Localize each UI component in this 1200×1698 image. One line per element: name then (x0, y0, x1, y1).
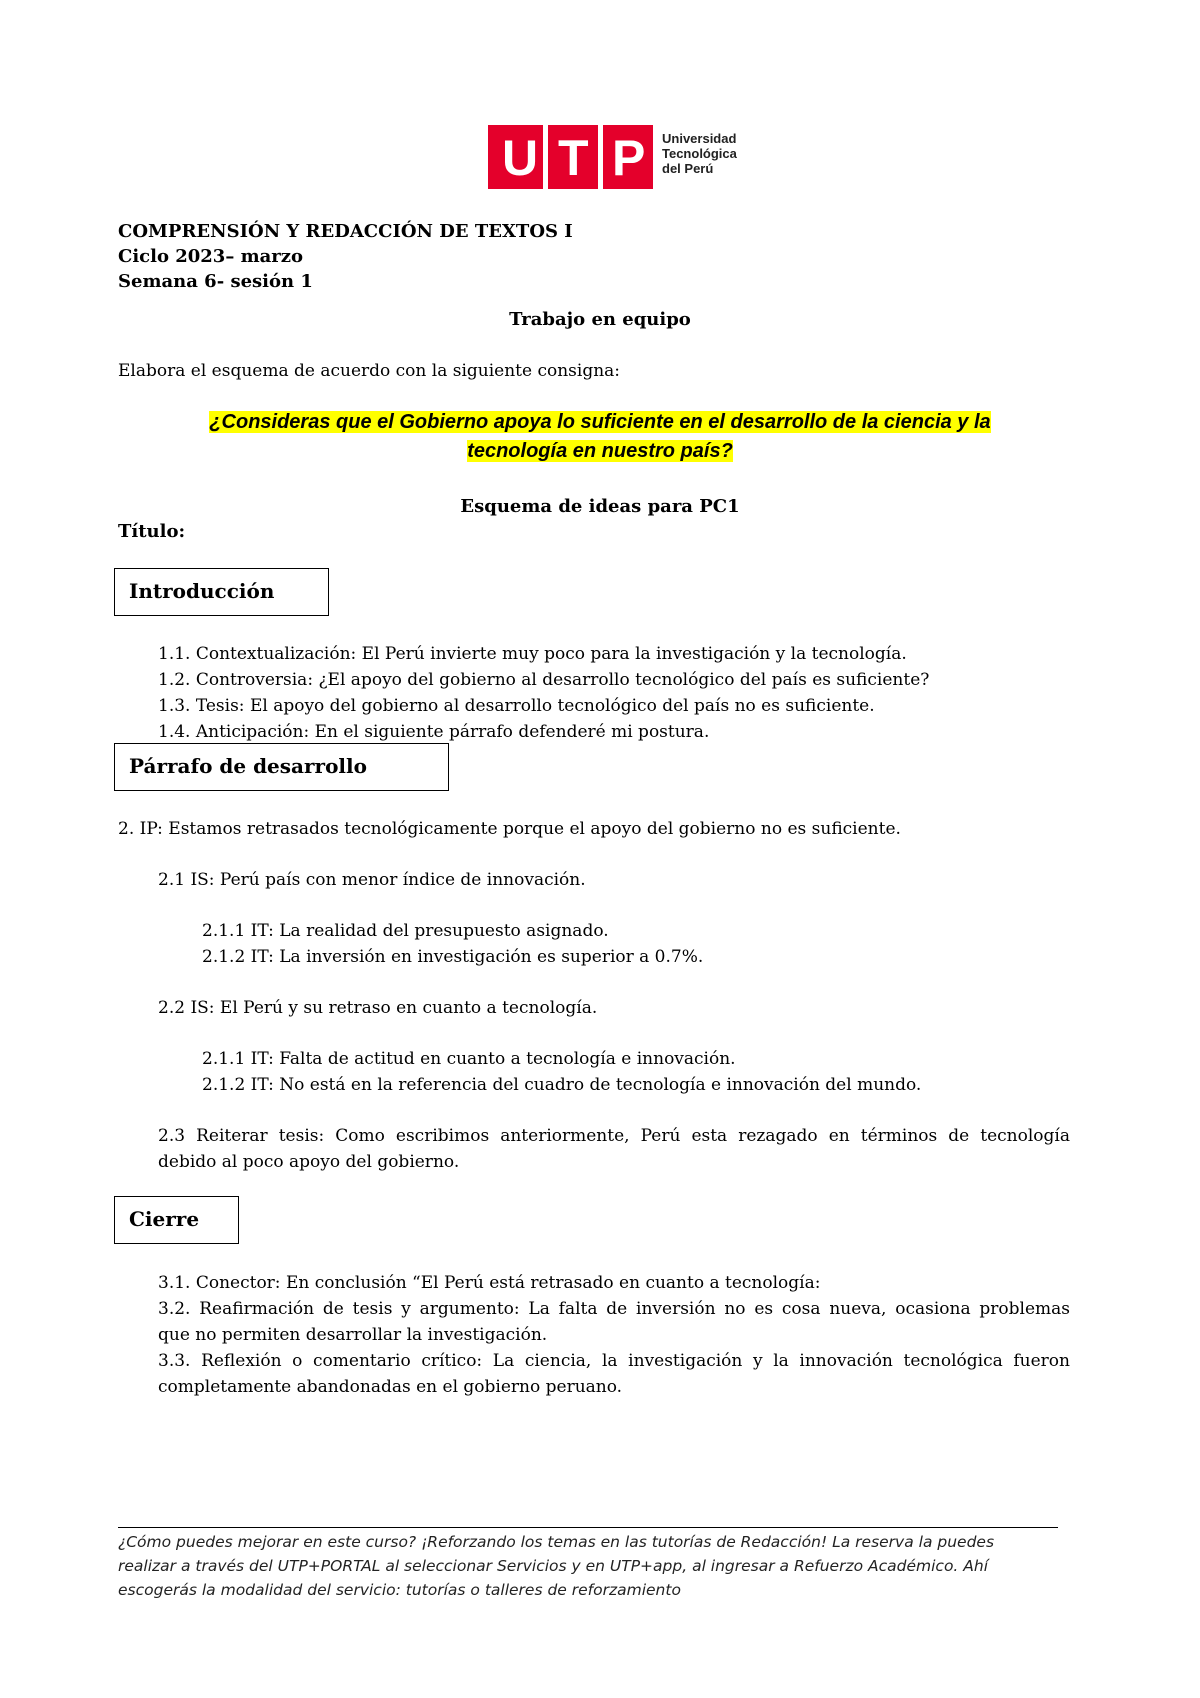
list-item: 2.1.2 IT: La inversión en investigación es superior a 0.7%. (202, 947, 704, 967)
logo-university-name: Universidad Tecnológica del Perú (662, 131, 737, 176)
list-item: 2.1.1 IT: Falta de actitud en cuanto a tecnología e innovación. (202, 1049, 736, 1069)
section-box-cierre: Cierre (114, 1196, 239, 1244)
list-item: 3.2. Reafirmación de tesis y argumento: La falta de inversión no es cosa nueva, ocasiona problemas (158, 1299, 1070, 1319)
question-prompt (118, 408, 1082, 466)
instruction: Elabora el esquema de acuerdo con la siguiente consigna: (118, 361, 621, 381)
secondary-idea-2: 2.2 IS: El Perú y su retraso en cuanto a tecnología. (158, 998, 598, 1018)
logo-letter-t: T (558, 130, 589, 186)
section-box-introduccion: Introducción (114, 568, 329, 616)
main-idea: 2. IP: Estamos retrasados tecnológicamente porque el apoyo del gobierno no es suficiente. (118, 819, 901, 839)
closing-list: 3.1. Conector: En conclusión “El Perú está retrasado en cuanto a tecnología: 3.2. Reafirmación de tesis y argumento: La falta de inversión no es cosa nueva, ocasiona problemas que no permiten desarrollar la investigación. 3.3. Reflexión o comentario crítico: La ciencia, la investigación y la innovación tecnológica fueron completamente abandonadas en el gobierno peruano. (158, 1270, 1070, 1400)
cycle-label: Ciclo 2023– marzo (118, 246, 304, 267)
tertiary-ideas-1 (202, 918, 703, 970)
section-box-desarrollo: Párrafo de desarrollo (114, 743, 449, 791)
scheme-title: Esquema de ideas para PC1 (460, 496, 740, 517)
course-title: COMPRENSIÓN Y REDACCIÓN DE TEXTOS I (118, 221, 573, 242)
list-item: 1.2. Controversia: ¿El apoyo del gobierno al desarrollo tecnológico del país es suficiente? (158, 670, 930, 690)
intro-list (158, 641, 929, 745)
week-label: Semana 6- sesión 1 (118, 271, 313, 292)
footer-divider (118, 1527, 1058, 1528)
reiterate-thesis: 2.3 Reiterar tesis: Como escribimos anteriormente, Perú esta rezagado en términos de tecnología debido al poco apoyo del gobierno. (158, 1126, 1070, 1172)
list-item: 1.3. Tesis: El apoyo del gobierno al desarrollo tecnológico del país no es suficiente. (158, 696, 875, 716)
logo-letter-p: P (612, 130, 646, 186)
list-item: 2.1.1 IT: La realidad del presupuesto asignado. (202, 921, 609, 941)
list-item: 2.1.2 IT: No está en la referencia del cuadro de tecnología e innovación del mundo. (202, 1075, 922, 1095)
list-item: 3.3. Reflexión o comentario crítico: La ciencia, la investigación y la innovación tecnológica fueron (158, 1351, 1070, 1371)
list-item: 1.4. Anticipación: En el siguiente párrafo defenderé mi postura. (158, 722, 710, 742)
question-line-1: ¿Consideras que el Gobierno apoya lo suficiente en el desarrollo de la ciencia y la (209, 411, 991, 433)
tertiary-ideas-2 (202, 1046, 921, 1098)
utp-logo (488, 125, 748, 189)
question-line-2: tecnología en nuestro país? (467, 440, 733, 462)
list-item: 3.1. Conector: En conclusión “El Perú está retrasado en cuanto a tecnología: (158, 1273, 821, 1293)
title-label: Título: (118, 521, 186, 542)
secondary-idea-1: 2.1 IS: Perú país con menor índice de innovación. (158, 870, 586, 890)
footer-note: ¿Cómo puedes mejorar en este curso? ¡Reforzando los temas en las tutorías de Redacción! La reserva la puedes realizar a través del UTP+PORTAL al seleccionar Servicios y en UTP+app, al ingresar a Refuerzo Académico. Ahí escogerás la modalidad del servicio: tutorías o talleres de reforzamiento (118, 1533, 995, 1599)
subtitle: Trabajo en equipo (509, 309, 691, 330)
list-item: 1.1. Contextualización: El Perú invierte muy poco para la investigación y la tecnología. (158, 644, 907, 664)
logo-letter-u: U (502, 130, 539, 186)
